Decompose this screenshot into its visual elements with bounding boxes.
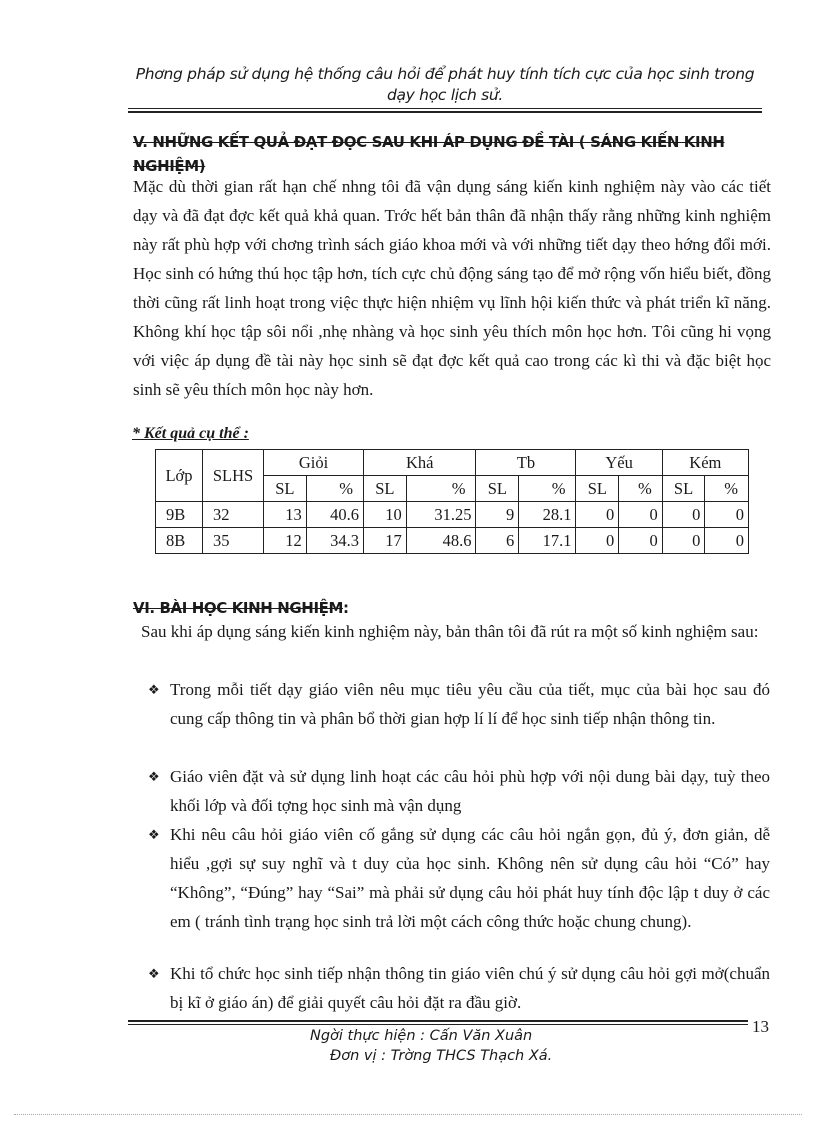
page-footer	[300, 1026, 620, 1066]
header-rule-thin	[128, 108, 762, 109]
cell-lop: 9B	[156, 502, 203, 528]
cell-yeu-sl: 0	[576, 528, 619, 554]
list-item	[148, 820, 770, 936]
cell-gioi-pct: 34.3	[306, 528, 363, 554]
page-bottom-divider	[14, 1114, 802, 1115]
page-number: 13	[752, 1017, 769, 1036]
table-header-row	[156, 450, 749, 476]
section-5-title: V. NHỮNG KẾT QUẢ ĐẠT ĐỌC SAU KHI ÁP DỤNG ĐỀ TÀI ( SÁNG KIẾN KINH NGHIỆM)	[133, 133, 725, 175]
sub-pct: %	[705, 476, 749, 502]
diamond-bullet-icon: ❖	[148, 967, 160, 982]
bullet-text: Trong mỗi tiết dạy giáo viên nêu mục tiêu yêu cầu của tiết, mục của bài học sau đó cung cấp thông tin và phân bổ thời gian hợp lí lí để học sinh tiếp nhận thông tin.	[170, 680, 770, 728]
cell-yeu-pct: 0	[619, 502, 662, 528]
header-group-kha: Khá	[364, 450, 476, 476]
results-label: * Kết quả cụ thể :	[132, 425, 249, 442]
diamond-bullet-icon: ❖	[148, 828, 160, 843]
bullet-text: Giáo viên đặt và sử dụng linh hoạt các câu hỏi phù hợp với nội dung bài dạy, tuỳ theo khối lớp và đối tợng học sinh mà vận dụng	[170, 767, 770, 815]
table-row	[156, 502, 749, 528]
bullet-text: Khi tổ chức học sinh tiếp nhận thông tin giáo viên chú ý sử dụng câu hỏi gợi mở(chuẩn bị kĩ ở giáo án) để giải quyết câu hỏi đặt ra đầu giờ.	[170, 964, 770, 1012]
header-group-tb: Tb	[476, 450, 576, 476]
header-lop: Lớp	[156, 450, 203, 502]
table-row	[156, 528, 749, 554]
footer-unit: Đơn vị : Trờng THCS Thạch Xá.	[330, 1048, 553, 1064]
cell-kem-sl: 0	[662, 528, 705, 554]
header-slhs: SLHS	[203, 450, 264, 502]
list-item	[148, 959, 770, 1017]
header-group-kem: Kém	[662, 450, 748, 476]
list-item	[148, 762, 770, 820]
cell-kha-pct: 31.25	[406, 502, 476, 528]
cell-slhs: 32	[203, 502, 264, 528]
cell-kha-sl: 10	[364, 502, 407, 528]
footer-rule-thin	[128, 1024, 748, 1025]
section-6-intro: Sau khi áp dụng sáng kiến kinh nghiệm này, bản thân tôi đã rút ra một số kinh nghiệm sau:	[141, 622, 759, 641]
sub-pct: %	[406, 476, 476, 502]
cell-tb-pct: 28.1	[519, 502, 576, 528]
header-rule-thick	[128, 111, 762, 113]
section-6-title-suffix: :	[343, 599, 349, 617]
sub-sl: SL	[576, 476, 619, 502]
cell-tb-pct: 17.1	[519, 528, 576, 554]
cell-yeu-pct: 0	[619, 528, 662, 554]
cell-kem-sl: 0	[662, 502, 705, 528]
footer-author: Ngời thực hiện : Cấn Văn Xuân	[310, 1028, 533, 1044]
cell-slhs: 35	[203, 528, 264, 554]
section-5-paragraph: Mặc dù thời gian rất hạn chế nhng tôi đã vận dụng sáng kiến kinh nghiệm này vào các tiết dạy và đã đạt đợc kết quả khả quan. Trớc hết bản thân đã nhận thấy rằng những kinh nghiệm này rất phù hợp với chơng trình sách giáo khoa mới và với những tiết dạy theo hớng đổi mới. Học sinh có hứng thú học tập hơn, tích cực chủ động sáng tạo để mở rộng vốn hiểu biết, đồng thời cũng rất linh hoạt trong việc thực hiện nhiệm vụ lĩnh hội kiến thức và phát triển kĩ năng. Không khí học tập sôi nổi ,nhẹ nhàng và học sinh yêu thích môn học hơn. Tôi cũng hi vọng với việc áp dụng đề tài này học sinh sẽ đạt đợc kết quả cao trong các kì thi và đặc biệt học sinh sẽ yêu thích môn học này hơn.	[133, 177, 771, 399]
cell-kem-pct: 0	[705, 502, 749, 528]
diamond-bullet-icon: ❖	[148, 683, 160, 698]
sub-sl: SL	[476, 476, 519, 502]
sub-sl: SL	[662, 476, 705, 502]
sub-pct: %	[619, 476, 662, 502]
section-6-title: VI. BÀI HỌC KINH NGHIỆM	[133, 599, 343, 617]
cell-yeu-sl: 0	[576, 502, 619, 528]
footer-rule-thick	[128, 1020, 748, 1022]
header-group-gioi: Giỏi	[264, 450, 364, 476]
cell-gioi-sl: 12	[264, 528, 307, 554]
cell-gioi-pct: 40.6	[306, 502, 363, 528]
diamond-bullet-icon: ❖	[148, 770, 160, 785]
sub-pct: %	[306, 476, 363, 502]
cell-kha-pct: 48.6	[406, 528, 476, 554]
sub-pct: %	[519, 476, 576, 502]
cell-kha-sl: 17	[364, 528, 407, 554]
cell-lop: 8B	[156, 528, 203, 554]
page-header-title: Phơng pháp sử dụng hệ thống câu hỏi để phát huy tính tích cực của học sinh trong dạy học lịch sử.	[135, 65, 755, 104]
cell-tb-sl: 9	[476, 502, 519, 528]
cell-kem-pct: 0	[705, 528, 749, 554]
results-table	[155, 449, 749, 554]
cell-tb-sl: 6	[476, 528, 519, 554]
header-group-yeu: Yếu	[576, 450, 662, 476]
cell-gioi-sl: 13	[264, 502, 307, 528]
sub-sl: SL	[264, 476, 307, 502]
list-item	[148, 675, 770, 733]
sub-sl: SL	[364, 476, 407, 502]
bullet-text: Khi nêu câu hỏi giáo viên cố gắng sử dụng các câu hỏi ngắn gọn, đủ ý, đơn giản, dễ hiểu ,gợi sự suy nghĩ và t duy của học sinh. Không nên sử dụng câu hỏi “Có” hay “Không”, “Đúng” hay “Sai” mà phải sử dụng câu hỏi phát huy tính độc lập t duy ở các em ( tránh tình trạng học sinh trả lời một cách công thức hoặc chung chung).	[170, 825, 770, 931]
